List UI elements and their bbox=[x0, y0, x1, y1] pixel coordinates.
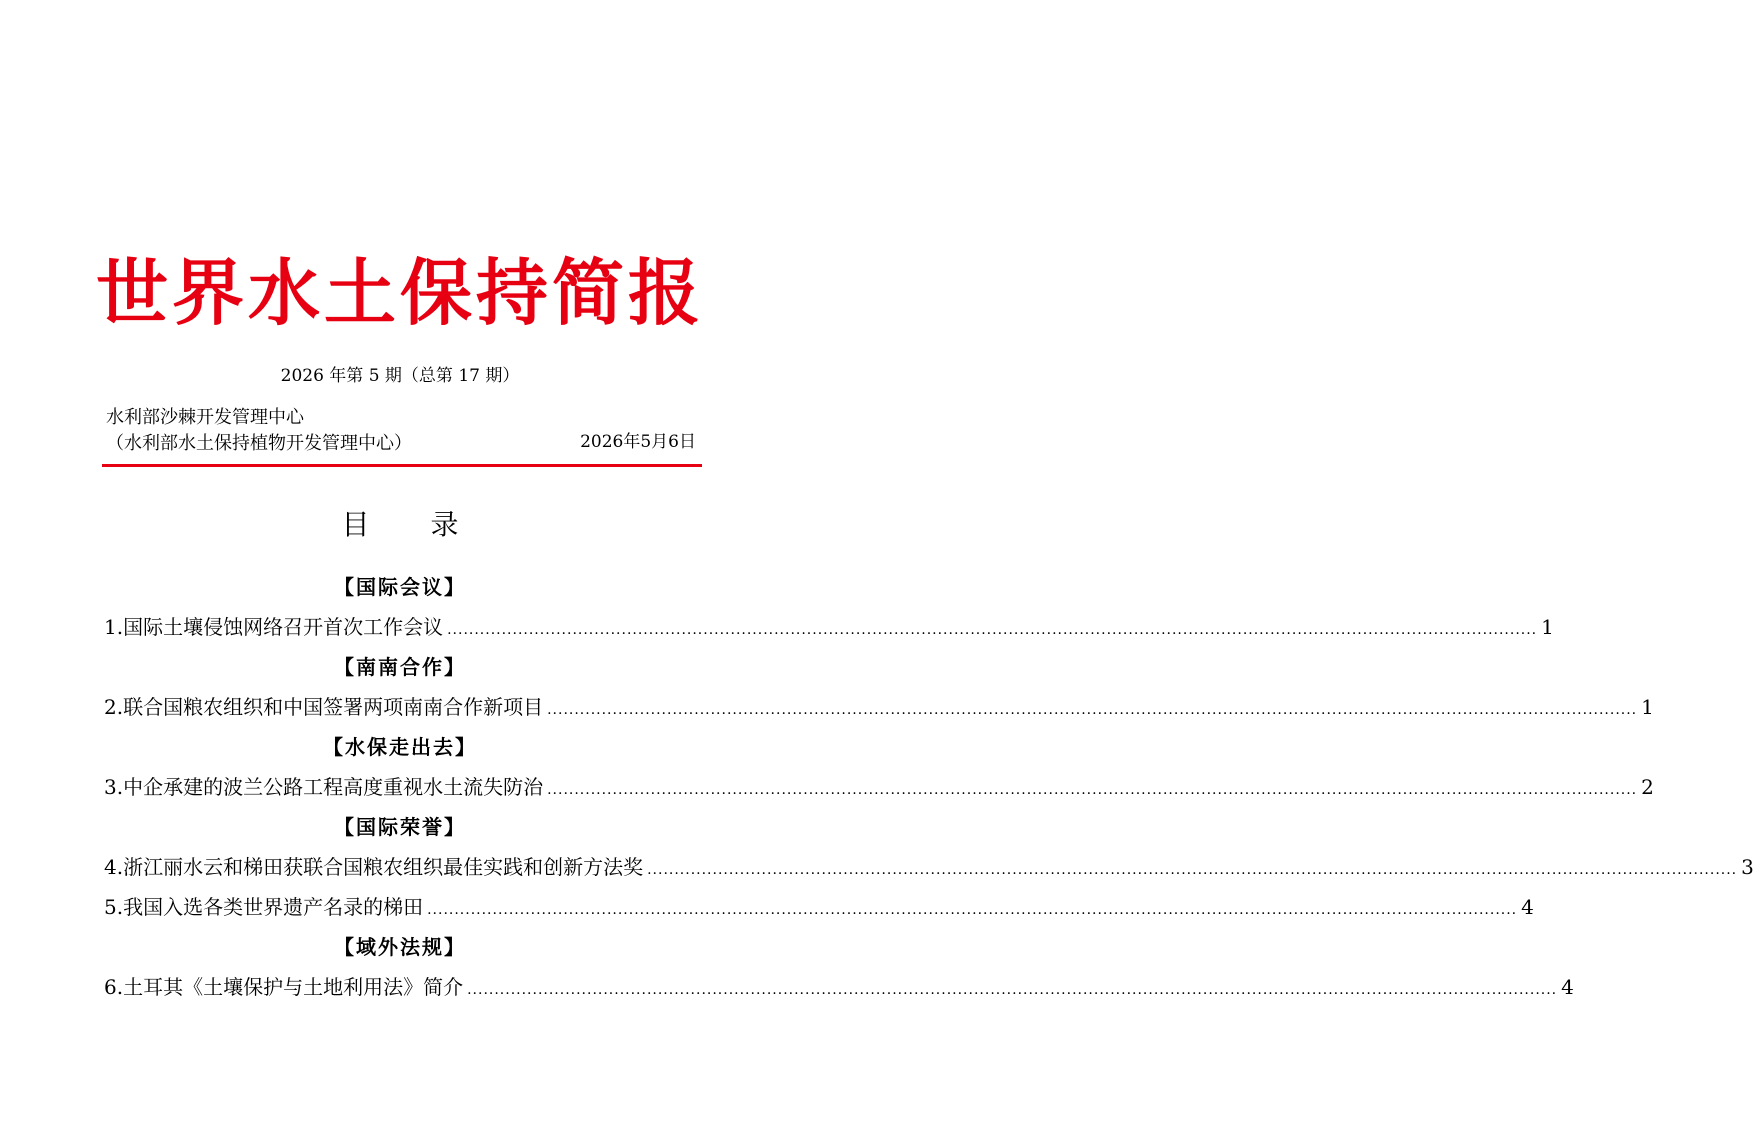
toc-entry-page: 4 bbox=[1561, 975, 1574, 999]
toc-entry[interactable] bbox=[104, 847, 1754, 887]
toc-entry[interactable] bbox=[104, 607, 1554, 647]
masthead-title: 世界水土保持简报 bbox=[95, 250, 704, 335]
toc-entry[interactable] bbox=[104, 687, 1654, 727]
toc-leader-dots: ........................................................................................................................................................................................................ bbox=[547, 702, 1638, 718]
toc-leader-dots: ........................................................................................................................................................................................................ bbox=[647, 862, 1738, 878]
toc-entry-page: 3 bbox=[1741, 855, 1754, 879]
toc-category: 【水保走出去】 bbox=[323, 735, 477, 759]
publish-date: 2026年5月6日 bbox=[580, 432, 696, 452]
toc-leader-dots: ........................................................................................................................................................................................................ bbox=[547, 782, 1638, 798]
toc-entry[interactable] bbox=[104, 887, 1534, 927]
issue-line: 2026 年第 5 期（总第 17 期） bbox=[280, 366, 520, 386]
toc-entry-page: 1 bbox=[1641, 695, 1654, 719]
toc-entry-page: 4 bbox=[1521, 895, 1534, 919]
toc-entry-title: 2.联合国粮农组织和中国签署两项南南合作新项目 bbox=[104, 695, 544, 719]
publisher-line-1: 水利部沙棘开发管理中心 bbox=[106, 407, 304, 428]
toc-entry[interactable] bbox=[104, 967, 1574, 1007]
toc-category: 【南南合作】 bbox=[334, 655, 466, 679]
toc-leader-dots: ........................................................................................................................................................................................................ bbox=[447, 622, 1538, 638]
table-of-contents bbox=[104, 567, 1754, 1007]
toc-entry-page: 1 bbox=[1541, 615, 1554, 639]
toc-entry-title: 6.土耳其《土壤保护与土地利用法》简介 bbox=[104, 975, 464, 999]
toc-entry-title: 5.我国入选各类世界遗产名录的梯田 bbox=[104, 895, 424, 919]
toc-category: 【国际会议】 bbox=[334, 575, 466, 599]
header-rule bbox=[102, 464, 702, 467]
publisher-line-2: （水利部水土保持植物开发管理中心） bbox=[106, 433, 412, 454]
toc-entry[interactable] bbox=[104, 767, 1654, 807]
toc-category: 【域外法规】 bbox=[334, 935, 466, 959]
toc-title: 目 录 bbox=[341, 508, 485, 541]
toc-entry-title: 3.中企承建的波兰公路工程高度重视水土流失防治 bbox=[104, 775, 544, 799]
toc-entry-title: 1.国际土壤侵蚀网络召开首次工作会议 bbox=[104, 615, 444, 639]
toc-category: 【国际荣誉】 bbox=[334, 815, 466, 839]
toc-leader-dots: ........................................................................................................................................................................................................ bbox=[427, 902, 1518, 918]
toc-leader-dots: ........................................................................................................................................................................................................ bbox=[467, 982, 1558, 998]
toc-entry-title: 4.浙江丽水云和梯田获联合国粮农组织最佳实践和创新方法奖 bbox=[104, 855, 644, 879]
toc-entry-page: 2 bbox=[1641, 775, 1654, 799]
publisher-block bbox=[106, 405, 412, 457]
